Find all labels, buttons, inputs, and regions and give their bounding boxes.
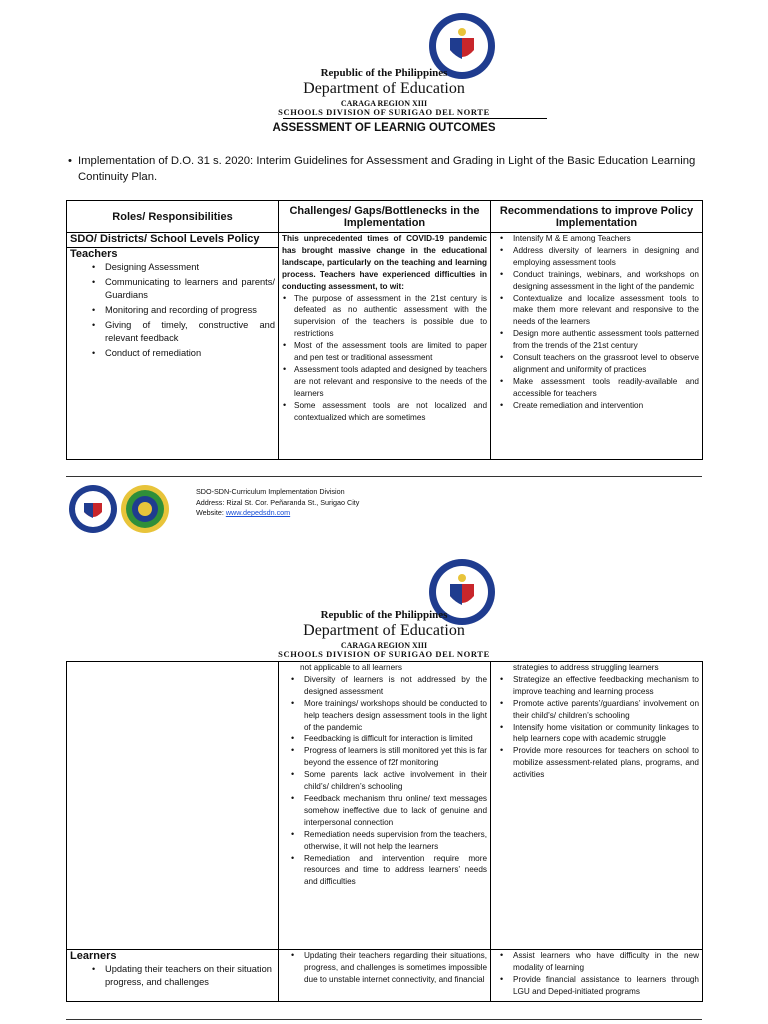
list-item: • Monitoring and recording of progress — [70, 304, 275, 317]
list-item: • More trainings/ workshops should be conducted to help teachers design assessment tools in the light of the pandemic — [282, 698, 487, 734]
header-rule — [283, 118, 547, 119]
list-item: • Most of the assessment tools are limited to paper and pen test or traditional assessment — [282, 340, 487, 364]
recommendations-cell-cont — [491, 662, 703, 950]
challenges-cell — [279, 233, 491, 460]
challenges-intro: This unprecedented times of COVID-19 pandemic has brought massive change in the educational landscape, particularly on the teaching and learning process. Teachers have experienced difficulties in conducting assessment, to wit: — [282, 234, 487, 291]
list-item: • Diversity of learners is not addressed by the designed assessment — [282, 674, 487, 698]
list-item: • Feedback mechanism thru online/ text messages somehow ineffective due to lack of genuine and interpersonal connection — [282, 793, 487, 829]
assessment-table-p1 — [66, 200, 703, 460]
header-recommendations: Recommendations to improve Policy Implementation — [491, 201, 703, 233]
footer-info — [196, 487, 359, 519]
republic-line-p2: Republic of the Philippines — [320, 609, 448, 621]
list-item: • Communicating to learners and parents/ Guardians — [70, 276, 275, 302]
list-item: • Conduct of remediation — [70, 347, 275, 360]
region-line: CARAGA REGION XIII — [340, 99, 428, 108]
header-challenges: Challenges/ Gaps/Bottlenecks in the Implementation — [279, 201, 491, 233]
footer-line-2: Address: Rizal St. Cor. Peñaranda St., Surigao City — [196, 497, 360, 507]
list-item: • Create remediation and intervention — [491, 400, 699, 412]
list-item: • Some parents lack active involvement in their child’s/ children’s schooling — [282, 769, 487, 793]
list-item: • Contextualize and localize assessment tools to make them more relevant and responsive to the needs of the learners — [491, 293, 699, 329]
website-link[interactable]: www.depedsdn.com — [225, 508, 291, 517]
roles-cell-learners — [67, 950, 279, 1002]
recommendations-continuation: strategies to address struggling learners — [513, 663, 659, 672]
list-item: • Intensify M & E among Teachers — [491, 233, 699, 245]
section-label: SDO/ Districts/ School Levels Policy — [67, 233, 279, 248]
roles-cell-empty — [67, 662, 279, 950]
list-item: • Conduct trainings, webinars, and workshops on designing assessment in the light of the pandemic — [491, 269, 699, 293]
document-title: ASSESSMENT OF LEARNIG OUTCOMES — [272, 122, 496, 134]
list-item: • Intensify home visitation or community linkages to help learners cope with academic struggle — [491, 722, 699, 746]
list-item: • Updating their teachers on their situation progress, and challenges — [70, 963, 275, 989]
footer-website-label: Website: — [196, 508, 226, 517]
list-item: • Remediation needs supervision from the teachers, otherwise, it will not help the learners — [282, 829, 487, 853]
department-title: Department of Education — [303, 80, 465, 97]
list-item: • Design more authentic assessment tools patterned from the trends of the 21st century — [491, 328, 699, 352]
challenges-continuation: not applicable to all learners — [300, 663, 402, 672]
footer-rule — [66, 476, 702, 477]
division-line-p2: SCHOOLS DIVISION OF SURIGAO DEL NORTE — [278, 649, 490, 659]
learners-heading: Learners — [70, 950, 117, 962]
footer-line-1: SDO-SDN-Curriculum Implementation Division — [196, 487, 345, 496]
learners-challenges-cell — [279, 950, 491, 1002]
learners-recommendations-cell — [491, 950, 703, 1002]
list-item: • Provide financial assistance to learners through LGU and Deped-initiated programs — [491, 974, 699, 998]
list-item: • Address diversity of learners in designing and employing assessment tools — [491, 245, 699, 269]
list-item: • Remediation and intervention require more resources and time to address learners’ needs and difficulties — [282, 853, 487, 889]
teachers-heading: Teachers — [70, 248, 118, 260]
assessment-table-p2 — [66, 661, 703, 1002]
list-item: • Make assessment tools readily-available and accessible for teachers — [491, 376, 699, 400]
list-item: • Giving of timely, constructive and relevant feedback — [70, 319, 275, 345]
list-item: • Assist learners who have difficulty in the new modality of learning — [491, 950, 699, 974]
list-item: • Promote active parents’/guardians’ involvement on their child’s/ children’s schooling — [491, 698, 699, 722]
republic-line: Republic of the Philippines — [320, 67, 448, 79]
list-item: • Feedbacking is difficult for interaction is limited — [282, 733, 487, 745]
header-roles: Roles/ Responsibilities — [67, 201, 279, 233]
intro-text: Implementation of D.O. 31 s. 2020: Interim Guidelines for Assessment and Grading in Light of the Basic Education Learning Continuity Plan. — [78, 155, 696, 183]
list-item: • Strategize an effective feedbacking mechanism to improve teaching and learning process — [491, 674, 699, 698]
list-item: • Progress of learners is still monitored yet this is far beyond the essence of f2f monitoring — [282, 745, 487, 769]
footer-rule-p2 — [66, 1019, 702, 1020]
list-item: • Designing Assessment — [70, 261, 275, 274]
recommendations-cell — [491, 233, 703, 460]
deped-footer-seal-icon — [68, 484, 118, 534]
list-item: • Updating their teachers regarding their situations, progress, and challenges is sometimes impossible due to unstable internet connectivity, and financial — [282, 950, 487, 986]
list-item: • Some assessment tools are not localized and contextualized which are sometimes — [282, 400, 487, 424]
department-title-p2: Department of Education — [303, 622, 465, 639]
division-line: SCHOOLS DIVISION OF SURIGAO DEL NORTE — [278, 107, 490, 117]
region-line-p2: CARAGA REGION XIII — [340, 641, 428, 650]
challenges-cell-cont — [279, 662, 491, 950]
roles-cell-teachers — [67, 248, 279, 460]
division-logo-icon — [120, 484, 170, 534]
list-item: • Provide more resources for teachers on school to mobilize assessment-related plans, programs, and activities — [491, 745, 699, 781]
list-item: • Consult teachers on the grassroot level to observe alignment and uniformity of practices — [491, 352, 699, 376]
list-item: • Assessment tools adapted and designed by teachers are not relevant and responsive to the needs of the learners — [282, 364, 487, 400]
list-item: • The purpose of assessment in the 21st century is defeated as no authentic assessment with the supervision of the teachers is possible due to restrictions — [282, 293, 487, 341]
intro-bullet: • Implementation of D.O. 31 s. 2020: Interim Guidelines for Assessment and Grading in Light of the Basic Education Learning Continuity Plan. — [68, 155, 696, 183]
